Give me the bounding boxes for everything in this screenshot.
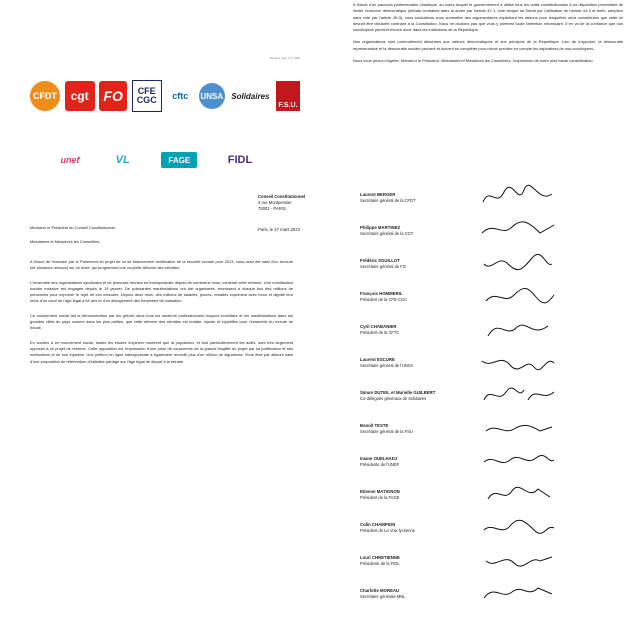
- letter-body-left: [30, 259, 293, 373]
- cftc-logo: cftc: [166, 81, 194, 111]
- body-paragraph: A l'issue de l'examen par le Parlement du projet de loi de financement rectificative de la sécurité sociale pour 2023, vous avez été saisi d'un recours (de plusieurs recours) sur ce texte, qui programme une nouvelle réforme des retraites.: [30, 259, 293, 271]
- handwritten-signature: [478, 547, 558, 573]
- signatory-role: Secrétaire général de la CFDT: [360, 198, 416, 203]
- signatory-role: Co-délégués généraux de Solidaires: [360, 396, 427, 401]
- signatory-name: Frédéric SOUILLOT: [360, 258, 400, 263]
- signatory-name: Louri CHRETIENNE: [360, 555, 400, 560]
- signatory-role: Secrétaire général de l'UNSA: [360, 363, 414, 368]
- fage-logo: FAGE: [161, 152, 197, 168]
- body-paragraph: Nos organisations sont profondément attachées aux valeurs démocratiques et aux principes de la République. Loin de s'opposer, la démocratie représentative et la démocratie sociale peuvent et doivent se compléter pour mieux prendre en compte les aspirations de nos concitoyens.: [353, 39, 623, 51]
- handwritten-signature: [478, 250, 558, 276]
- signatory-role: Secrétaire générale MNL: [360, 594, 406, 599]
- signatory-role: Secrétaire général de la CGT: [360, 231, 414, 236]
- signatory: [360, 588, 620, 621]
- signatory-role: Président de la FAGE: [360, 495, 400, 500]
- closing-paragraph: Nous vous prions d'agréer, Monsieur le Président, Mesdames et Messieurs les Conseillers, l'expression de notre plus haute considération.: [353, 58, 594, 64]
- cfe-cgc-logo: CFE CGC: [132, 80, 162, 112]
- version-note: Version 2 - Env. n° 1 / 2023: [269, 57, 300, 60]
- handwritten-signature: [478, 448, 558, 474]
- signatory-name: Benoît TESTE: [360, 423, 389, 428]
- handwritten-signature: [478, 580, 558, 606]
- voix-lyceenne-logo: VL: [111, 152, 135, 168]
- signatory-role: Secrétaire général de FO: [360, 264, 406, 269]
- signatory-role: Présidente de l'UNEF: [360, 462, 400, 467]
- fo-logo: FO: [99, 81, 127, 111]
- body-paragraph: Ce mouvement social fait la démonstration par les grèves dans tous les secteurs professionnels toujours mobilisés et les manifestations dans les grandes villes du pays comme dans les plus petites, que cette réforme des retraites est brutale, injuste et injustifiée pour l'ensemble du monde du travail.: [30, 312, 293, 331]
- signatory-role: Présidente de la FIDL: [360, 561, 400, 566]
- addressee-name: Conseil Constitutionnel: [258, 194, 305, 199]
- solidaires-logo: Solidaires: [229, 87, 271, 105]
- salutation-block: [30, 225, 293, 254]
- signatory-name: Etienne MATIGNON: [360, 489, 400, 494]
- signatory-name: Philippe MARTINEZ: [360, 225, 401, 230]
- handwritten-signature: [478, 184, 558, 210]
- signatory-role: Président de la CFE-CGC: [360, 297, 408, 302]
- body-paragraph: A l'issue d'un parcours parlementaire chaotique, au cours duquel le gouvernement a utilisé tous les outils constitutionnels à sa disposition permettant de limiter l'exercice démocratique (débats contraints dans la durée par l'article 47-1, vote bloqué au Sénat par l'utilisation de l'article 44-3 et enfin, adoption sans vote par l'article 49-3), nous souhaitons vous soumettre des argumentaires explicitant les raisons pour lesquelles nous considérons que cette loi devrait être déclarée contraire à la Constitution. Nous ne doutons pas que vous y porterez toute l'attention nécessaire. Il en va de la confiance que nos concitoyens peuvent encore avoir dans les institutions de la République.: [353, 2, 623, 33]
- fsu-logo: F.S.U.: [276, 81, 300, 111]
- handwritten-signature: [478, 415, 558, 441]
- letter-page-right: [320, 0, 640, 599]
- logos-row-youth: [56, 152, 256, 168]
- handwritten-signature: [478, 349, 558, 375]
- signatory-role: Président de la CFTC: [360, 330, 400, 335]
- body-paragraph: En soutien à ce mouvement social, toutes les études d'opinion montrent que la population, et tout particulièrement les actifs, sont très largement opposés à ce projet de réforme. Cette opposition est l'expression d'une prise de conscience de la grande fragilité du projet par sa justification et ses motivations et de son injustice. Une pétition en ligne intersyndicale a également recueilli plus d'un million de signatures. Vous êtes par ailleurs saisi d'une proposition de référendum d'initiative partagé sur l'âge légal de départ à la retraite.: [30, 339, 293, 364]
- addressee-street: 2 rue Montpensier: [258, 200, 292, 205]
- body-paragraph: L'ensemble des organisations syndicales et de jeunesse réunies en intersyndicale depuis de nombreux mois, conteste cette réforme. Une mobilisation sociale massive est engagée depuis le 19 janvier. De puissantes manifestations ont été organisées, réunissant à chaque fois des millions de personnes pour exprimer le rejet de ces mesures. Depuis deux mois, des millions de salariés, jeunes, retraités expriment avec force et dignité leur refus d'un recul de l'âge légal à 64 ans et d'un allongement des trimestres de cotisation.: [30, 279, 293, 304]
- letter-body-right: [353, 2, 623, 70]
- signatory-name: Laurent BERGER: [360, 192, 396, 197]
- salutation-line: Mesdames et Messieurs les Conseillers,: [30, 239, 101, 245]
- signatory-role: Président de La Voix lycéenne: [360, 528, 416, 533]
- handwritten-signature: [478, 382, 558, 408]
- handwritten-signature: [478, 217, 558, 243]
- letter-date: Paris, le 27 mars 2023: [258, 227, 300, 232]
- signatory-name: Laurent ESCURE: [360, 357, 395, 362]
- handwritten-signature: [478, 514, 558, 540]
- logos-row-unions: [30, 80, 300, 112]
- unsa-logo: UNSA: [199, 83, 225, 109]
- signatory-name: Colin CHAMPION: [360, 522, 396, 527]
- unef-logo: unef: [56, 152, 84, 168]
- signatory-name: Simon DUTEIL et Murielle GUILBERT: [360, 390, 436, 395]
- addressee-city: 75001 - PARIS: [258, 206, 286, 211]
- handwritten-signature: [478, 316, 558, 342]
- signatory-name: Charlotte MOREAU: [360, 588, 400, 593]
- salutation-line: Monsieur le Président du Conseil Constitutionnel,: [30, 225, 117, 230]
- signatories-list: [360, 192, 620, 621]
- signatory-role: Secrétaire général de la FSU: [360, 429, 413, 434]
- letter-page-left: [0, 0, 320, 526]
- signatory-name: François HOMMERIL: [360, 291, 403, 296]
- addressee-block: [258, 194, 305, 212]
- fidl-logo: FIDL: [224, 152, 256, 168]
- handwritten-signature: [478, 481, 558, 507]
- handwritten-signature: [478, 283, 558, 309]
- cfdt-logo: CFDT: [30, 81, 60, 111]
- signatory-name: Cyril CHABANIER: [360, 324, 397, 329]
- cgt-logo: cgt: [65, 81, 95, 111]
- signatory-name: Imane OUELHADJ: [360, 456, 398, 461]
